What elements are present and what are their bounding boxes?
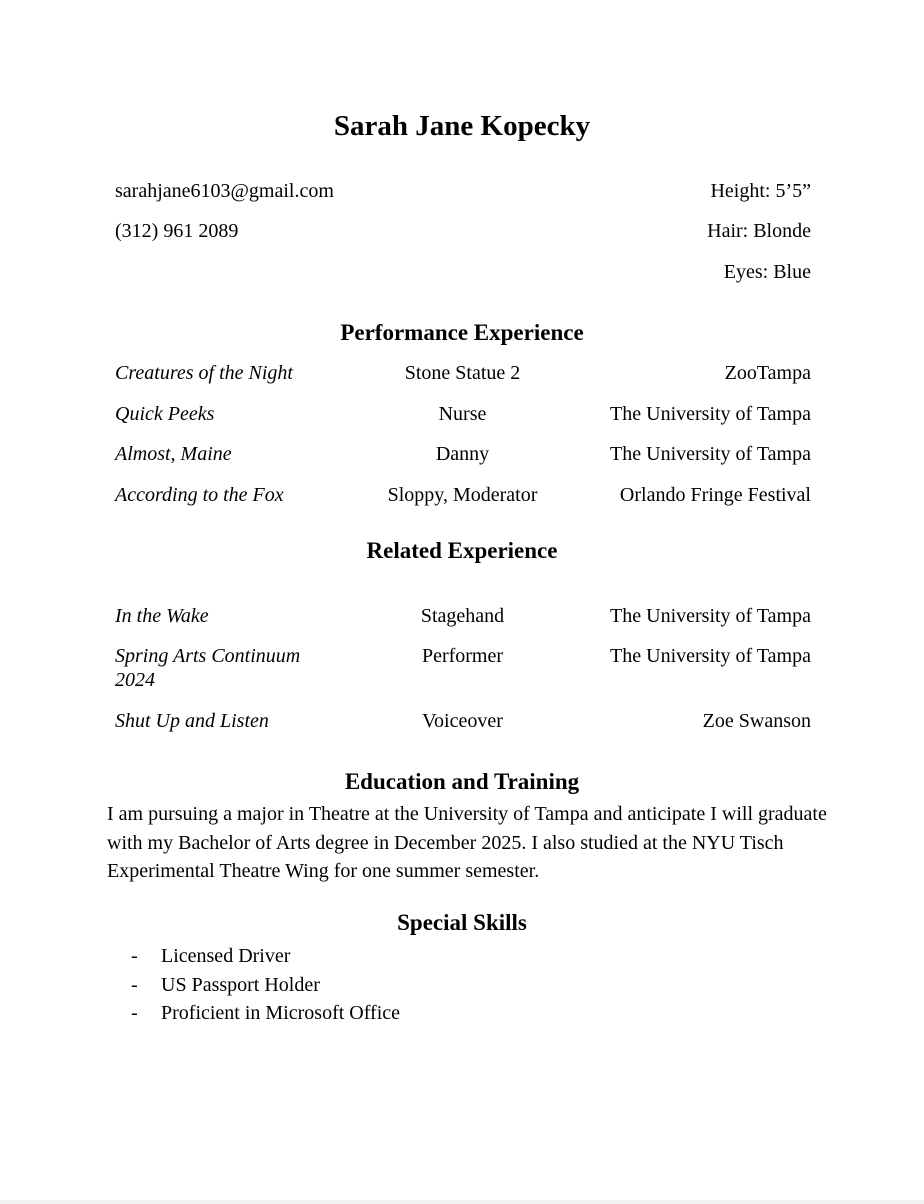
table-row — [115, 483, 811, 513]
stat-eyes: Eyes: Blue — [723, 261, 811, 283]
venue: The University of Tampa — [610, 645, 811, 667]
show-title: Spring Arts Continuum 2024 — [115, 645, 301, 691]
education-paragraph: I am pursuing a major in Theatre at the University of Tampa and anticipate I will graduate with my Bachelor of Arts degree in December 2025. I also studied at the NYU Tisch Experimental Theatre Wing for one summer semester. — [107, 803, 827, 882]
table-row — [115, 709, 811, 739]
show-title: Shut Up and Listen — [115, 710, 269, 732]
contact-phone: (312) 961 2089 — [115, 220, 239, 242]
venue: Orlando Fringe Festival — [619, 484, 811, 506]
related-heading: Related Experience — [366, 538, 558, 563]
performance-heading: Performance Experience — [340, 320, 584, 345]
table-row — [115, 604, 811, 634]
list-bullet: - — [131, 973, 138, 996]
page-bottom-edge — [0, 1200, 924, 1204]
role: Sloppy, Moderator — [387, 484, 538, 506]
table-row — [115, 402, 811, 432]
venue: ZooTampa — [724, 362, 811, 384]
venue: The University of Tampa — [610, 403, 811, 425]
show-title: Almost, Maine — [115, 443, 232, 465]
table-row — [115, 442, 811, 472]
skills-heading: Special Skills — [397, 910, 527, 935]
resume-name: Sarah Jane Kopecky — [333, 110, 591, 142]
contact-email: sarahjane6103@gmail.com — [115, 180, 334, 202]
show-title: Quick Peeks — [115, 403, 215, 425]
list-bullet: - — [131, 1002, 138, 1024]
role: Stagehand — [420, 605, 505, 627]
skill-text: Proficient in Microsoft Office — [161, 1002, 401, 1024]
education-heading: Education and Training — [344, 769, 580, 794]
role: Voiceover — [422, 710, 503, 732]
skills-list — [131, 942, 400, 1028]
table-row — [115, 361, 811, 391]
list-item — [131, 971, 400, 1000]
list-item — [131, 999, 400, 1028]
venue: The University of Tampa — [610, 605, 811, 627]
role: Nurse — [438, 403, 487, 425]
list-item — [131, 942, 400, 971]
table-row — [115, 644, 811, 698]
role: Performer — [421, 645, 504, 667]
role: Stone Statue 2 — [404, 362, 521, 384]
stat-hair: Hair: Blonde — [707, 220, 811, 242]
show-title: According to the Fox — [115, 484, 284, 506]
list-bullet: - — [131, 945, 138, 967]
stat-height: Height: 5’5” — [710, 180, 811, 202]
show-title: In the Wake — [115, 605, 209, 627]
role: Danny — [435, 443, 490, 465]
skill-text: Licensed Driver — [161, 945, 291, 967]
skill-text: US Passport Holder — [161, 973, 320, 996]
venue: Zoe Swanson — [702, 710, 811, 732]
show-title: Creatures of the Night — [115, 362, 293, 384]
venue: The University of Tampa — [610, 443, 811, 465]
